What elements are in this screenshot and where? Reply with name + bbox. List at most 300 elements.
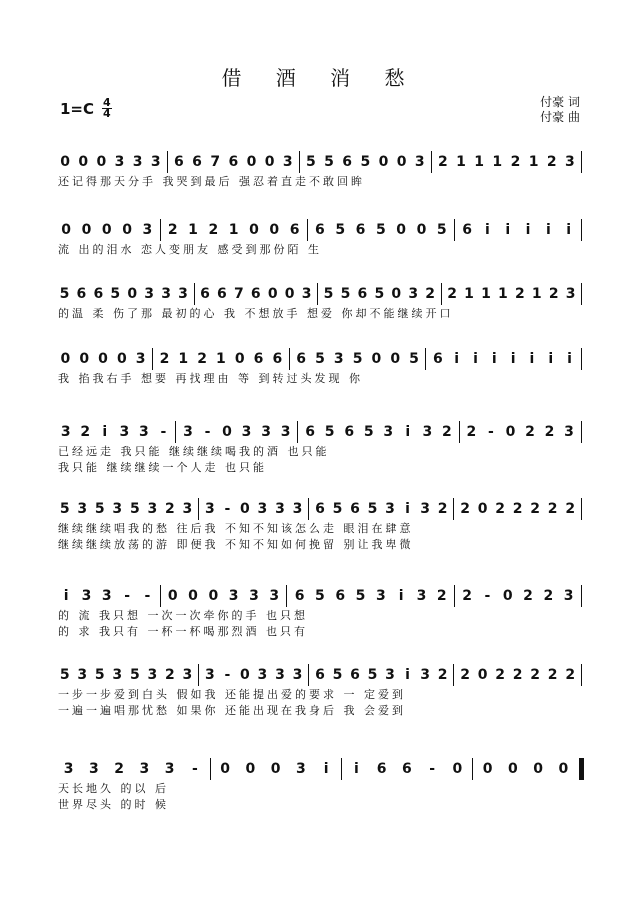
note: 0: [222, 424, 232, 440]
note: 3: [81, 588, 92, 604]
note: 3: [564, 154, 575, 170]
note: 5: [110, 286, 121, 302]
note: 3: [144, 286, 155, 302]
bar-line: [581, 421, 582, 443]
note: 5: [306, 154, 316, 170]
note: 3: [333, 351, 344, 367]
credits: [540, 95, 580, 125]
note: 3: [385, 501, 395, 517]
note: 5: [315, 351, 325, 367]
note: 5: [363, 424, 374, 440]
note: 1: [492, 154, 503, 170]
note: i: [405, 424, 411, 440]
lyric-line: 一遍一遍唱那忧愁 如果你 还能出现在我身后 我 会爱到: [58, 704, 406, 717]
note: 0: [101, 222, 112, 238]
note: 6: [174, 154, 184, 170]
lyric-line: 的 流 我只想 一次一次牵你的手 也只想: [58, 609, 308, 622]
bar-line: [210, 758, 211, 780]
music-system: [56, 420, 584, 476]
lyric-line: 继续继续放荡的游 即便我 不知不知如何挽留 别让我卑微: [58, 538, 414, 551]
note: -: [144, 588, 151, 604]
note: 3: [147, 501, 158, 517]
note: 3: [383, 424, 394, 440]
note: 3: [416, 588, 427, 604]
note: i: [545, 222, 551, 238]
bar-line: [175, 421, 176, 443]
note: 3: [89, 761, 99, 777]
note: 6: [228, 154, 239, 170]
lyric-line: 流 出的泪水 恋人变朋友 感受到那份陌 生: [58, 243, 322, 256]
note: 0: [96, 154, 107, 170]
lyric-line: 我只能 继续继续一个人走 也只能: [58, 461, 267, 474]
bar-line: [581, 585, 582, 607]
note: -: [191, 761, 198, 777]
note: 5: [59, 286, 70, 302]
note: 2: [510, 154, 521, 170]
note: 0: [167, 588, 178, 604]
note: 0: [122, 222, 132, 238]
note: 2: [565, 501, 576, 517]
note: 5: [324, 154, 334, 170]
notation-line: [56, 663, 584, 687]
note: 0: [391, 286, 402, 302]
note: 6: [253, 351, 264, 367]
note: 3: [63, 761, 74, 777]
note: 1: [228, 222, 239, 238]
note: 2: [460, 501, 470, 517]
notation-line: [56, 150, 584, 174]
note: 0: [79, 351, 90, 367]
note: 5: [360, 154, 371, 170]
note: 0: [220, 761, 230, 777]
note: 0: [505, 424, 516, 440]
note: 2: [114, 761, 124, 777]
note: 2: [438, 154, 448, 170]
note: 3: [275, 667, 285, 683]
notation-line: [56, 497, 584, 521]
note: 1: [474, 154, 485, 170]
note: 0: [246, 154, 257, 170]
note: 3: [292, 501, 303, 517]
bar-line: [167, 151, 168, 173]
note: 0: [127, 286, 138, 302]
bar-line: [160, 585, 161, 607]
note: 0: [477, 667, 488, 683]
note: 3: [257, 501, 268, 517]
note: 3: [420, 667, 430, 683]
note: 3: [249, 588, 259, 604]
note: 0: [390, 351, 401, 367]
note: 3: [182, 667, 193, 683]
note: 6: [462, 222, 472, 238]
lyric-line: 继续继续唱我的愁 往后我 不知不知该怎么走 眼泪在肆意: [58, 522, 414, 535]
note: -: [224, 667, 231, 683]
note: 0: [240, 667, 250, 683]
note: 3: [414, 154, 425, 170]
note: i: [398, 588, 404, 604]
note: -: [429, 761, 436, 777]
note: 3: [60, 424, 71, 440]
note: 6: [217, 286, 227, 302]
music-system: [56, 757, 584, 813]
note: 0: [60, 351, 71, 367]
note: 3: [275, 501, 285, 517]
note: i: [323, 761, 329, 777]
note: 0: [482, 761, 493, 777]
note: 0: [270, 761, 281, 777]
lyric-line: 一步一步爱到白头 假如我 还能提出爱的要求 一 定爱到: [58, 688, 406, 701]
bar-line: [198, 664, 199, 686]
note: 2: [197, 351, 207, 367]
note: 2: [525, 424, 535, 440]
note: 1: [498, 286, 508, 302]
note: 0: [396, 222, 407, 238]
note: 3: [112, 667, 123, 683]
note: 2: [164, 667, 175, 683]
note: 6: [315, 222, 325, 238]
bar-line: [289, 348, 290, 370]
note: 6: [376, 761, 387, 777]
note: 2: [543, 588, 554, 604]
note: 2: [530, 667, 541, 683]
lyric-line: 还记得那天分手 我哭到最后 强忍着直走不敢回眸: [58, 175, 365, 188]
note: 6: [350, 501, 360, 517]
lyric-line: 天长地久 的以 后: [58, 782, 169, 795]
note: 3: [420, 501, 430, 517]
note: 0: [234, 351, 245, 367]
note: 5: [94, 501, 105, 517]
note: 3: [142, 222, 153, 238]
note: 5: [332, 667, 343, 683]
music-system: [56, 347, 584, 387]
note: 2: [425, 286, 436, 302]
notation-line: [56, 282, 584, 306]
note: 5: [374, 286, 385, 302]
note: 7: [210, 154, 221, 170]
note: i: [567, 351, 572, 367]
note: 5: [352, 351, 363, 367]
note: 6: [93, 286, 104, 302]
note: 5: [409, 351, 419, 367]
note: 5: [94, 667, 105, 683]
notation-line: [56, 420, 584, 444]
note: 6: [315, 667, 325, 683]
note: 2: [547, 667, 558, 683]
note: 6: [357, 286, 368, 302]
note: 3: [119, 424, 130, 440]
note: 3: [178, 286, 188, 302]
music-system: [56, 282, 584, 322]
note: 0: [61, 222, 72, 238]
note: 3: [282, 154, 293, 170]
note: 6: [355, 222, 366, 238]
note: 5: [129, 667, 140, 683]
note: 3: [228, 588, 239, 604]
note: 0: [60, 154, 70, 170]
note: 3: [139, 761, 150, 777]
note: 3: [101, 588, 112, 604]
note: 0: [371, 351, 382, 367]
note: 0: [240, 501, 250, 517]
note: 3: [375, 588, 386, 604]
note: 3: [114, 154, 125, 170]
note: 5: [335, 222, 346, 238]
note: i: [566, 222, 572, 238]
note: 2: [514, 286, 525, 302]
bar-line: [160, 219, 161, 241]
music-system: [56, 150, 584, 190]
bar-line: [581, 283, 582, 305]
note: 2: [523, 588, 533, 604]
note: 3: [422, 424, 433, 440]
note: 2: [565, 667, 576, 683]
time-top: 4: [103, 96, 111, 109]
note: -: [160, 424, 167, 440]
note: 3: [112, 501, 123, 517]
note: i: [485, 222, 490, 238]
note: 7: [233, 286, 244, 302]
note: 1: [528, 154, 539, 170]
note: 0: [502, 588, 513, 604]
note: 5: [355, 588, 366, 604]
lyricist-credit: 付豪 词: [540, 95, 580, 109]
note: 3: [301, 286, 312, 302]
bar-line: [308, 664, 309, 686]
lyric-line: 已经远走 我只能 继续继续喝我的酒 也只能: [58, 445, 330, 458]
note: 2: [546, 154, 557, 170]
bar-line: [472, 758, 473, 780]
note: 2: [208, 222, 219, 238]
lyric-line: 的 求 我只有 一杯一杯喝那烈酒 也只有: [58, 625, 308, 638]
note: -: [488, 424, 494, 440]
note: i: [405, 667, 410, 683]
note: 0: [264, 154, 275, 170]
note: 2: [441, 424, 452, 440]
note: 3: [182, 501, 193, 517]
bar-line: [581, 219, 582, 241]
note: 3: [280, 424, 291, 440]
bar-line: [431, 151, 432, 173]
note: 0: [396, 154, 407, 170]
lyric-line: 我 掐我右手 想要 再找理由 等 到转过头发现 你: [58, 372, 363, 385]
note: 3: [147, 667, 158, 683]
bar-line: [581, 498, 582, 520]
note: 6: [296, 351, 307, 367]
note: i: [473, 351, 478, 367]
note: 0: [249, 222, 259, 238]
note: 3: [564, 424, 574, 440]
note: 2: [159, 351, 170, 367]
note: 2: [495, 501, 505, 517]
note: 1: [456, 154, 466, 170]
bar-line: [317, 283, 318, 305]
note: 2: [512, 667, 523, 683]
note: 6: [402, 761, 412, 777]
note: 0: [78, 154, 89, 170]
note: i: [454, 351, 460, 367]
bar-line: [453, 664, 454, 686]
lyric-line: 世界尽头 的时 候: [58, 798, 169, 811]
note: -: [224, 501, 231, 517]
note: 3: [269, 588, 280, 604]
note: 0: [378, 154, 389, 170]
note: 6: [344, 424, 355, 440]
note: 2: [436, 588, 447, 604]
note: 3: [241, 424, 252, 440]
time-bottom: 4: [103, 107, 111, 120]
note: 2: [544, 424, 555, 440]
song-title: 借 酒 消 愁: [221, 66, 419, 90]
bar-line: [198, 498, 199, 520]
note: 2: [547, 501, 558, 517]
note: 5: [375, 222, 386, 238]
note: 1: [188, 222, 198, 238]
note: 3: [161, 286, 171, 302]
music-system: [56, 218, 584, 258]
music-system: [56, 584, 584, 640]
note: 6: [305, 424, 316, 440]
note: 0: [269, 222, 280, 238]
note: 5: [323, 286, 334, 302]
note: 2: [495, 667, 505, 683]
note: i: [548, 351, 554, 367]
note: 3: [77, 667, 88, 683]
bar-line: [307, 219, 308, 241]
bar-line: [341, 758, 342, 780]
note: i: [510, 351, 516, 367]
note: 1: [464, 286, 474, 302]
note: 3: [77, 501, 88, 517]
note: 5: [59, 501, 70, 517]
music-system: [56, 663, 584, 719]
note: -: [484, 588, 491, 604]
note: 2: [167, 222, 178, 238]
note: 2: [164, 501, 175, 517]
note: 3: [565, 286, 576, 302]
note: 1: [216, 351, 226, 367]
note: 3: [385, 667, 395, 683]
note: 5: [367, 501, 378, 517]
bar-line: [286, 585, 287, 607]
composer-credit: 付豪 曲: [540, 110, 580, 124]
bar-line: [441, 283, 442, 305]
note: 5: [367, 667, 378, 683]
bar-line: [453, 498, 454, 520]
note: 2: [437, 667, 448, 683]
music-system: [56, 497, 584, 553]
bar-line: [297, 421, 298, 443]
note: 2: [530, 501, 541, 517]
bar-line: [152, 348, 153, 370]
note: 5: [436, 222, 447, 238]
note: 6: [192, 154, 202, 170]
note: 3: [563, 588, 574, 604]
note: 5: [332, 501, 343, 517]
note: i: [525, 222, 531, 238]
lyric-line: 的温 柔 伤了那 最初的心 我 不想放手 想爱 你却不能继续开口: [58, 307, 454, 320]
note: 3: [150, 154, 161, 170]
note: 0: [452, 761, 463, 777]
note: i: [353, 761, 359, 777]
note: 2: [548, 286, 559, 302]
note: 2: [460, 667, 470, 683]
note: 0: [267, 286, 278, 302]
note: 1: [178, 351, 189, 367]
note: 2: [462, 588, 472, 604]
note: 6: [76, 286, 87, 302]
note: 0: [558, 761, 569, 777]
bar-line: [581, 348, 582, 370]
note: i: [491, 351, 497, 367]
note: 0: [208, 588, 219, 604]
note: 0: [81, 222, 92, 238]
note: 1: [531, 286, 542, 302]
note: -: [204, 424, 211, 440]
note: 3: [183, 424, 193, 440]
notation-line: [56, 757, 584, 781]
note: 5: [59, 667, 70, 683]
bar-line: [425, 348, 426, 370]
note: 3: [164, 761, 175, 777]
note: 3: [132, 154, 143, 170]
note: 1: [481, 286, 491, 302]
note: 2: [447, 286, 457, 302]
note: 6: [342, 154, 353, 170]
note: 6: [200, 286, 210, 302]
note: 0: [98, 351, 108, 367]
note: 6: [272, 351, 283, 367]
note: 6: [250, 286, 261, 302]
notation-line: [56, 584, 584, 608]
note: 0: [116, 351, 127, 367]
note: 6: [315, 501, 325, 517]
bar-line: [581, 664, 582, 686]
note: 0: [284, 286, 295, 302]
key-signature: [60, 98, 112, 119]
note: 5: [129, 501, 140, 517]
note: 3: [292, 667, 303, 683]
note: 0: [416, 222, 427, 238]
note: 3: [296, 761, 306, 777]
note: 6: [335, 588, 346, 604]
note: 5: [315, 588, 325, 604]
note: i: [529, 351, 535, 367]
notation-line: [56, 347, 584, 371]
time-signature: [102, 98, 112, 119]
note: 0: [477, 501, 488, 517]
note: 2: [437, 501, 448, 517]
notation-line: [56, 218, 584, 242]
note: 2: [80, 424, 91, 440]
note: 6: [294, 588, 305, 604]
note: 2: [512, 501, 523, 517]
note: i: [63, 588, 69, 604]
bar-line: [194, 283, 195, 305]
note: 3: [205, 667, 215, 683]
key-label: 1=C: [60, 99, 95, 118]
note: 3: [408, 286, 419, 302]
note: 3: [261, 424, 271, 440]
final-bar-line: [579, 758, 584, 780]
note: 5: [340, 286, 351, 302]
note: 6: [432, 351, 443, 367]
note: 3: [135, 351, 146, 367]
note: 3: [139, 424, 149, 440]
note: 6: [289, 222, 300, 238]
note: i: [405, 501, 410, 517]
bar-line: [308, 498, 309, 520]
note: 0: [533, 761, 543, 777]
